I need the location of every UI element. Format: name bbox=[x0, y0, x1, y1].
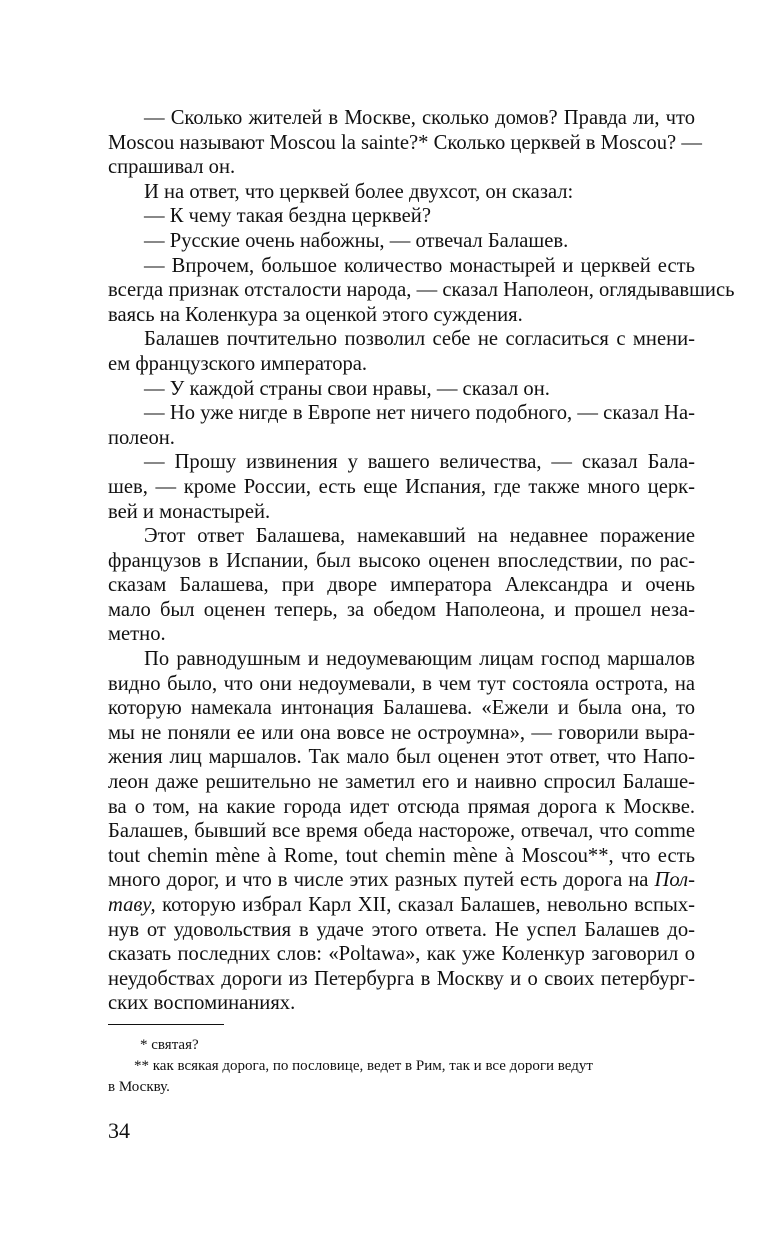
paragraph-10 bbox=[108, 524, 695, 647]
text-line: вей и монастырей. bbox=[108, 500, 271, 523]
text-line: — Русские очень набожны, — отвечал Балашев. bbox=[144, 229, 569, 252]
text-line: ских воспоминаниях. bbox=[108, 992, 296, 1015]
paragraph-11 bbox=[108, 647, 695, 1016]
paragraph-9 bbox=[108, 450, 695, 524]
text-line: шев, — кроме России, есть еще Испания, где также много церк- bbox=[108, 475, 695, 498]
footnote-2-line-2: в Москву. bbox=[108, 1079, 170, 1095]
text-line: Балашев почтительно позволил себе не согласиться с мнени- bbox=[144, 328, 695, 351]
text-line-with-italic bbox=[108, 868, 695, 893]
footnote-1: * святая? bbox=[140, 1037, 199, 1053]
text-line: tout chemin mène à Rome, tout chemin mène à Moscou**, что есть bbox=[108, 844, 695, 867]
text-line: Этот ответ Балашева, намекавший на недавнее поражение bbox=[144, 525, 695, 548]
text-line: мало был оценен теперь, за обедом Наполеона, и прошел неза- bbox=[108, 598, 695, 621]
text-line: всегда признак отсталости народа, — сказал Наполеон, оглядывавшись bbox=[108, 279, 735, 302]
text-line: По равнодушным и недоумевающим лицам господ маршалов bbox=[144, 648, 695, 671]
text-line: леон даже решительно не заметил его и наивно спросил Балаше- bbox=[108, 771, 695, 794]
paragraph-4 bbox=[108, 229, 695, 254]
paragraph-5 bbox=[108, 254, 735, 328]
main-text bbox=[108, 106, 735, 1016]
paragraph-1 bbox=[108, 106, 702, 180]
text-line: ем французского императора. bbox=[108, 352, 368, 375]
paragraph-8 bbox=[108, 401, 695, 450]
text-line: нув от удовольствия в удаче этого ответа. Не успел Балашев до- bbox=[108, 918, 695, 941]
text-line: сказам Балашева, при дворе императора Александра и очень bbox=[108, 574, 695, 597]
text-line-with-italic bbox=[108, 893, 695, 918]
text-line: — Сколько жителей в Москве, сколько домов? Правда ли, что bbox=[144, 107, 695, 129]
italic-word: таву, bbox=[108, 894, 156, 916]
text-line: — Прошу извинения у вашего величества, — сказал Бала- bbox=[144, 451, 695, 474]
italic-word: Пол- bbox=[654, 869, 695, 892]
text-line: — Но уже нигде в Европе нет ничего подобного, — сказал На- bbox=[144, 402, 695, 425]
text-line: — Впрочем, большое количество монастырей и церквей есть bbox=[144, 254, 695, 277]
text-line: французов в Испании, был высоко оценен впоследствии, по рас- bbox=[108, 549, 695, 572]
text-line: сказать последних слов: «Poltawa», как уже Коленкур заговорил о bbox=[108, 943, 695, 966]
text-line: спрашивал он. bbox=[108, 156, 236, 179]
text-line: неудобствах дороги из Петербурга в Москву и о своих петербург- bbox=[108, 967, 695, 990]
paragraph-6 bbox=[108, 327, 695, 376]
text-run: которую избрал Карл XII, сказал Балашев, невольно вспых- bbox=[162, 894, 695, 916]
text-run: много дорог, и что в числе этих разных путей есть дорога на bbox=[108, 869, 649, 892]
text-line: жения лиц маршалов. Так мало был оценен этот ответ, что Напо- bbox=[108, 746, 695, 769]
page-number: 34 bbox=[108, 1118, 130, 1143]
text-line: ваясь на Коленкура за оценкой этого суждения. bbox=[108, 303, 523, 326]
footnote-2-line-1: ** как всякая дорога, по пословице, ведет в Рим, так и все дороги ведут bbox=[134, 1058, 593, 1074]
text-line: ва о том, на какие города идет отсюда прямая дорога к Москве. bbox=[108, 795, 695, 818]
text-line: полеон. bbox=[108, 426, 175, 449]
text-line: — У каждой страны свои нравы, — сказал он. bbox=[144, 377, 550, 400]
text-line: мы не поняли ее или она вовсе не остроумна», — говорили выра- bbox=[108, 721, 695, 744]
paragraph-2 bbox=[108, 180, 695, 205]
text-line: Moscou называют Moscou la sainte?* Сколько церквей в Moscou? — bbox=[108, 131, 702, 154]
paragraph-7 bbox=[108, 377, 695, 402]
text-line: которую намекала интонация Балашева. «Ежели и была она, то bbox=[108, 697, 695, 720]
text-line: И на ответ, что церквей более двухсот, он сказал: bbox=[144, 180, 574, 203]
text-line: видно было, что они недоумевали, в чем тут состояла острота, на bbox=[108, 672, 695, 695]
text-line: — К чему такая бездна церквей? bbox=[144, 205, 431, 228]
paragraph-3 bbox=[108, 204, 695, 229]
footnote-divider bbox=[108, 1024, 224, 1025]
text-line: метно. bbox=[108, 623, 166, 646]
footnotes bbox=[108, 1035, 695, 1098]
text-line: Балашев, бывший все время обеда настороже, отвечал, что comme bbox=[108, 820, 695, 843]
